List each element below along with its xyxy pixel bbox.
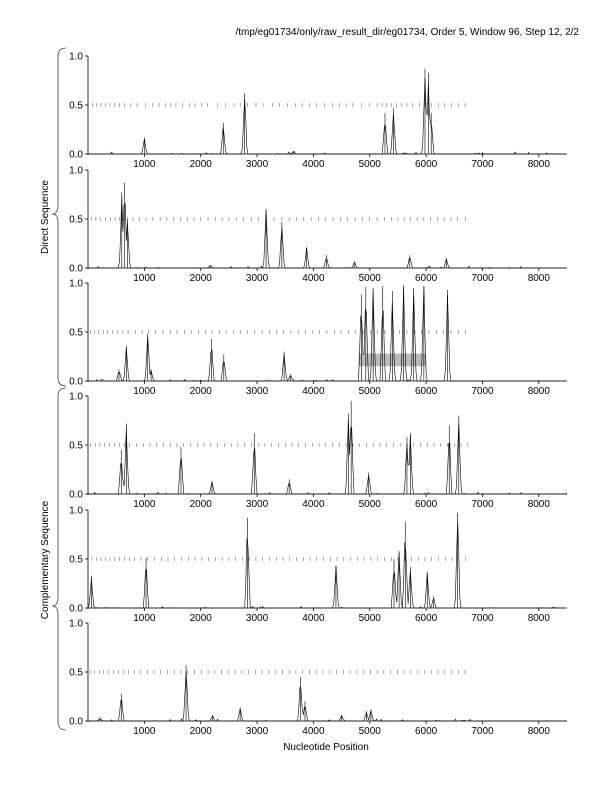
complementary-brace	[52, 388, 66, 730]
x-tick-label: 8000	[527, 273, 550, 284]
y-tick-label: 0.0	[69, 716, 83, 728]
x-tick-label: 1000	[133, 386, 156, 397]
x-tick-label: 8000	[527, 726, 550, 737]
x-tick-label: 1000	[133, 159, 156, 170]
panel-4	[69, 392, 567, 511]
panel-5	[69, 506, 567, 625]
y-tick-label: 0.5	[69, 214, 83, 226]
y-tick-label: 1.0	[69, 165, 83, 177]
x-tick-label: 5000	[358, 499, 381, 510]
series-line	[88, 521, 567, 608]
x-tick-label: 5000	[358, 613, 381, 624]
x-tick-label: 6000	[414, 159, 438, 170]
x-tick-label: 8000	[527, 159, 550, 170]
x-tick-label: 3000	[245, 273, 269, 284]
x-tick-label: 3000	[245, 159, 269, 170]
direct-brace	[52, 48, 66, 386]
y-tick-label: 0.5	[69, 667, 83, 679]
x-tick-label: 2000	[189, 613, 212, 624]
x-tick-label: 7000	[471, 726, 494, 737]
x-tick-label: 7000	[471, 499, 494, 510]
x-tick-label: 2000	[189, 726, 212, 737]
y-tick-label: 1.0	[69, 505, 83, 517]
x-tick-label: 5000	[358, 159, 381, 170]
y-tick-label: 1.0	[69, 51, 83, 63]
x-tick-label: 6000	[414, 273, 438, 284]
x-tick-label: 4000	[302, 726, 325, 737]
y-tick-label: 0.0	[69, 263, 83, 275]
y-tick-label: 0.0	[69, 149, 83, 161]
series-line	[88, 286, 567, 381]
x-tick-label: 4000	[302, 159, 325, 170]
x-tick-label: 4000	[302, 613, 325, 624]
y-tick-label: 1.0	[69, 278, 83, 290]
x-tick-label: 7000	[471, 386, 494, 397]
x-tick-label: 4000	[302, 499, 325, 510]
direct-sequence-label: Direct Sequence	[40, 180, 51, 254]
complementary-sequence-label: Complementary Sequence	[40, 500, 51, 620]
x-tick-label: 3000	[245, 726, 269, 737]
x-tick-label: 4000	[302, 386, 325, 397]
x-tick-label: 3000	[245, 499, 269, 510]
x-tick-label: 6000	[414, 613, 438, 624]
series-line	[88, 197, 567, 268]
y-tick-label: 0.5	[69, 327, 83, 339]
x-tick-label: 6000	[414, 386, 438, 397]
y-tick-label: 0.5	[69, 440, 83, 452]
x-tick-label: 6000	[414, 499, 438, 510]
y-tick-label: 0.5	[69, 100, 83, 112]
x-axis-title: Nucleotide Position	[283, 742, 369, 753]
x-tick-label: 2000	[189, 159, 212, 170]
x-tick-label: 7000	[471, 613, 494, 624]
x-tick-label: 5000	[358, 386, 381, 397]
x-tick-label: 5000	[358, 726, 381, 737]
panel-1	[69, 52, 567, 171]
y-tick-label: 0.0	[69, 603, 83, 615]
x-tick-label: 1000	[133, 613, 156, 624]
x-tick-label: 1000	[133, 726, 156, 737]
y-tick-label: 0.0	[69, 489, 83, 501]
x-tick-label: 5000	[358, 273, 381, 284]
x-tick-label: 8000	[527, 613, 550, 624]
series-line	[88, 672, 567, 722]
x-tick-label: 1000	[133, 499, 156, 510]
x-tick-label: 3000	[245, 386, 269, 397]
panel-2	[69, 166, 567, 285]
series-line	[88, 419, 567, 494]
x-tick-label: 6000	[414, 726, 438, 737]
x-tick-label: 7000	[471, 159, 494, 170]
group-braces	[52, 48, 66, 730]
x-tick-label: 2000	[189, 499, 212, 510]
x-tick-label: 3000	[245, 613, 269, 624]
series-line	[88, 78, 567, 154]
y-tick-label: 0.0	[69, 376, 83, 388]
chart-title: /tmp/eg01734/only/raw_result_dir/eg01734, Order 5, Window 96, Step 12, 2/2	[235, 27, 579, 38]
y-tick-label: 0.5	[69, 554, 83, 566]
y-tick-label: 1.0	[69, 391, 83, 403]
x-tick-label: 2000	[189, 386, 212, 397]
x-tick-label: 8000	[527, 499, 550, 510]
x-tick-label: 8000	[527, 386, 550, 397]
panel-6	[69, 619, 567, 738]
x-tick-label: 7000	[471, 273, 494, 284]
x-tick-label: 2000	[189, 273, 212, 284]
x-tick-label: 1000	[133, 273, 156, 284]
y-tick-label: 1.0	[69, 618, 83, 630]
panel-3	[69, 279, 567, 398]
x-tick-label: 4000	[302, 273, 325, 284]
panel-stack	[69, 52, 567, 738]
